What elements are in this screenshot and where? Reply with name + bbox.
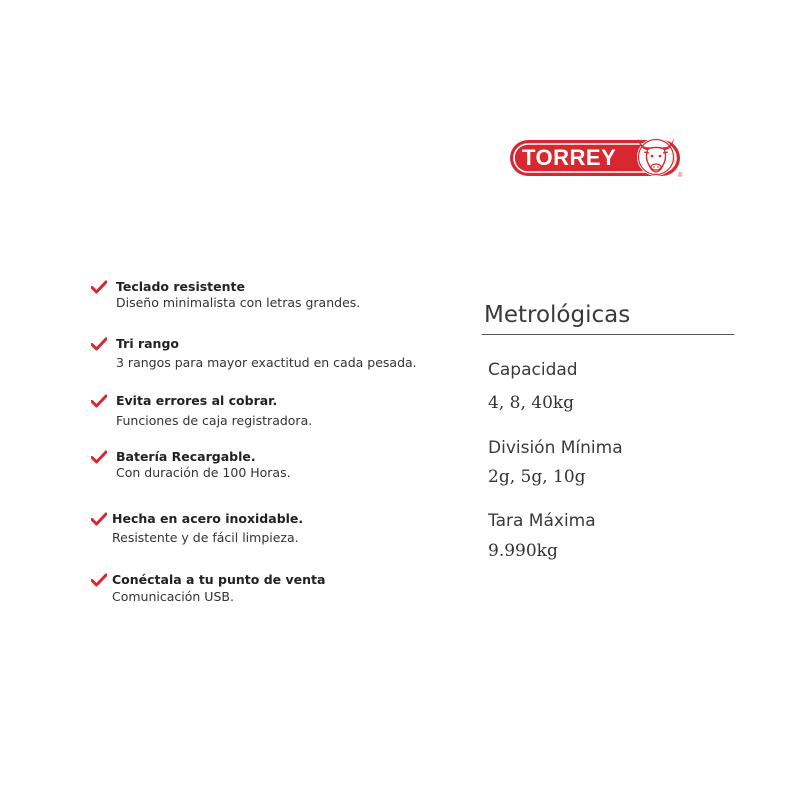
check-icon	[91, 573, 107, 587]
spec-value-division-minima: 2g, 5g, 10g	[488, 467, 586, 487]
feature-title: Tri rango	[116, 336, 179, 351]
feature-description: Comunicación USB.	[112, 589, 234, 604]
specs-title: Metrológicas	[484, 302, 631, 328]
spec-label-division-minima: División Mínima	[488, 438, 623, 458]
registered-mark: ®	[678, 173, 683, 179]
feature-title: Hecha en acero inoxidable.	[112, 511, 304, 526]
feature-description: Diseño minimalista con letras grandes.	[116, 295, 361, 310]
check-icon	[91, 450, 107, 464]
check-icon	[91, 394, 107, 408]
spec-value-tara-maxima: 9.990kg	[488, 541, 558, 561]
specs-divider	[482, 334, 734, 335]
check-icon	[91, 512, 107, 526]
feature-description: Funciones de caja registradora.	[116, 413, 313, 428]
feature-title: Conéctala a tu punto de venta	[112, 572, 326, 587]
feature-description: Con duración de 100 Horas.	[116, 465, 291, 480]
spec-label-capacidad: Capacidad	[488, 360, 578, 380]
torrey-logo	[508, 130, 690, 180]
feature-title: Teclado resistente	[116, 279, 245, 294]
check-icon	[91, 337, 107, 351]
feature-description: Resistente y de fácil limpieza.	[112, 530, 299, 545]
brand-name: TORREY	[522, 145, 617, 170]
feature-description: 3 rangos para mayor exactitud en cada pesada.	[116, 355, 417, 370]
check-icon	[91, 280, 107, 294]
feature-title: Evita errores al cobrar.	[116, 393, 278, 408]
feature-title: Batería Recargable.	[116, 449, 256, 464]
spec-value-capacidad: 4, 8, 40kg	[488, 393, 575, 413]
bull-head-icon	[637, 138, 675, 176]
spec-label-tara-maxima: Tara Máxima	[488, 511, 596, 531]
